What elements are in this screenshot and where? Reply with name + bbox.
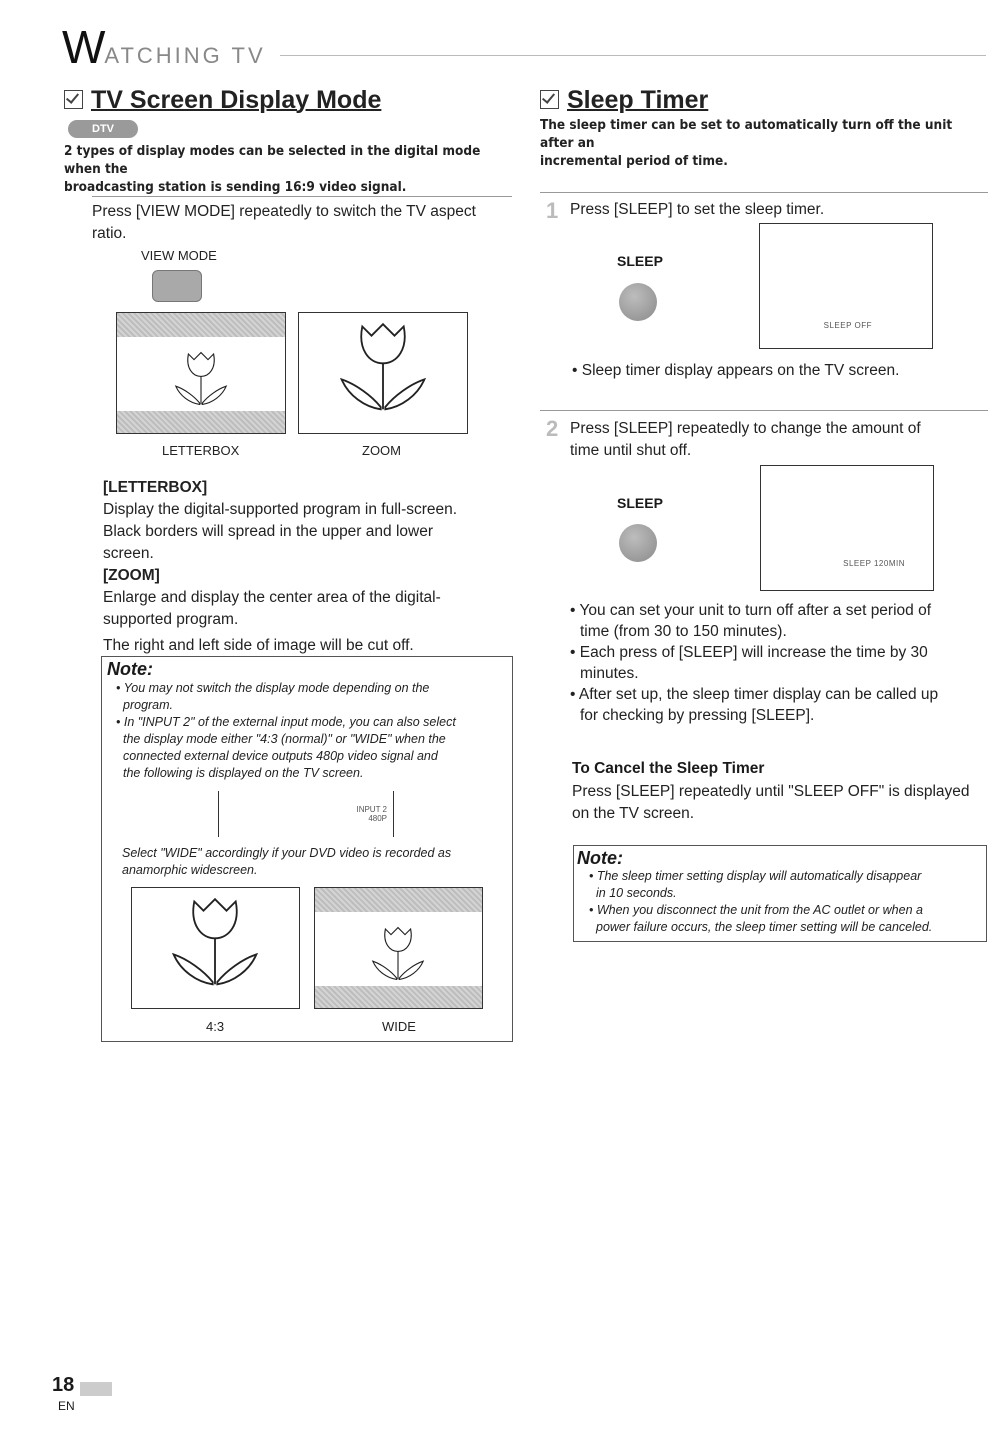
step-divider — [540, 410, 988, 411]
input2-osd — [356, 805, 387, 823]
sleep-label: SLEEP — [617, 495, 663, 511]
step2-line: Press [SLEEP] repeatedly to change the amount of — [570, 420, 921, 437]
tulip-icon — [315, 888, 482, 1008]
right-intro — [540, 116, 985, 170]
step2-text — [570, 418, 980, 462]
caption-43: 4:3 — [206, 1019, 225, 1034]
osd-line: INPUT 2 — [356, 805, 387, 814]
right-intro-line: incremental period of time. — [540, 153, 728, 169]
chapter-header — [62, 20, 266, 74]
sleep-label: SLEEP — [617, 253, 663, 269]
note-line: anamorphic widescreen. — [122, 863, 258, 877]
bullet-line: • After set up, the sleep timer display can be called up — [570, 686, 939, 703]
mode-descriptions — [103, 477, 513, 657]
left-step — [92, 201, 512, 245]
cancel-heading: To Cancel the Sleep Timer — [572, 760, 765, 777]
step1-text: Press [SLEEP] to set the sleep timer. — [570, 201, 825, 218]
checkbox-icon — [540, 90, 559, 109]
caption-letterbox: LETTERBOX — [162, 443, 240, 458]
left-rule — [92, 196, 512, 197]
step1-number: 1 — [546, 198, 559, 223]
note-heading: Note: — [577, 848, 623, 868]
note-line: program. — [123, 698, 174, 712]
sleep-button-icon — [619, 524, 657, 562]
note-items — [589, 868, 984, 936]
page-tab-marker — [80, 1382, 112, 1396]
language-label: EN — [58, 1399, 75, 1413]
dtv-badge: DTV — [68, 120, 138, 138]
letterbox-tv-image — [116, 312, 286, 434]
right-intro-line: The sleep timer can be set to automatically turn off the unit after an — [540, 117, 953, 151]
zoom-text: The right and left side of image will be cut off. — [103, 637, 414, 654]
bullet-line: minutes. — [580, 665, 639, 682]
note-line: the display mode either "4:3 (normal)" or "WIDE" when the — [123, 732, 446, 746]
cancel-line: Press [SLEEP] repeatedly until "SLEEP OFF" is displayed — [572, 783, 970, 800]
right-section-title — [540, 86, 708, 115]
step2-number: 2 — [546, 416, 559, 441]
step2-line: time until shut off. — [570, 442, 692, 459]
bullet-line: • You can set your unit to turn off after a set period of — [570, 602, 932, 619]
note-line: connected external device outputs 480p video signal and — [123, 749, 438, 763]
sleep-min-osd: SLEEP 120MIN — [843, 559, 905, 568]
view-mode-label: VIEW MODE — [141, 248, 217, 263]
caption-wide: WIDE — [382, 1019, 416, 1034]
note-items — [116, 680, 506, 782]
bullet-line: for checking by pressing [SLEEP]. — [580, 707, 815, 724]
letterbox-text: Display the digital-supported program in full-screen. — [103, 501, 458, 518]
view-mode-button-icon — [152, 270, 202, 302]
bullet-line: time (from 30 to 150 minutes). — [580, 623, 787, 640]
note-line: • You may not switch the display mode depending on the — [116, 681, 430, 695]
note-line: • The sleep timer setting display will automatically disappear — [589, 869, 922, 883]
chapter-header-initial: W — [62, 21, 105, 73]
tulip-icon — [117, 313, 285, 433]
left-step-line: ratio. — [92, 225, 127, 242]
note-line: power failure occurs, the sleep timer setting will be canceled. — [596, 920, 933, 934]
letterbox-text: screen. — [103, 545, 154, 562]
step2-bullets — [570, 600, 985, 726]
header-rule — [280, 55, 986, 56]
zoom-heading: [ZOOM] — [103, 567, 160, 584]
left-section-title — [64, 86, 381, 115]
checkbox-icon — [64, 90, 83, 109]
sleep-min-tv-screen — [760, 465, 934, 591]
step1-bullet: • Sleep timer display appears on the TV screen. — [572, 362, 900, 379]
tulip-icon — [132, 888, 299, 1008]
sleep-off-osd: SLEEP OFF — [823, 321, 872, 330]
zoom-tv-image — [298, 312, 468, 434]
bullet-line: • Each press of [SLEEP] will increase the time by 30 — [570, 644, 928, 661]
sleep-button-icon — [619, 283, 657, 321]
note-line: Select "WIDE" accordingly if your DVD video is recorded as — [122, 846, 452, 860]
note-heading: Note: — [107, 659, 153, 679]
caption-zoom: ZOOM — [362, 443, 401, 458]
right-section-title-text: Sleep Timer — [567, 86, 709, 114]
note-line: • In "INPUT 2" of the external input mode, you can also select — [116, 715, 456, 729]
left-note-box — [101, 656, 513, 1042]
note-line: the following is displayed on the TV screen. — [123, 766, 364, 780]
zoom-text: supported program. — [103, 611, 239, 628]
left-section-title-text: TV Screen Display Mode — [91, 86, 382, 114]
left-intro-line: 2 types of display modes can be selected in the digital mode when the — [64, 143, 481, 177]
left-intro — [64, 142, 514, 196]
wide-tv-image — [314, 887, 483, 1009]
normal-43-tv-image — [131, 887, 300, 1009]
chapter-header-text: ATCHING TV — [104, 43, 266, 68]
right-note-box — [573, 845, 987, 942]
note-line: • When you disconnect the unit from the AC outlet or when a — [589, 903, 923, 917]
note-line: in 10 seconds. — [596, 886, 677, 900]
left-step-line: Press [VIEW MODE] repeatedly to switch the TV aspect — [92, 203, 476, 220]
cancel-text — [572, 781, 987, 825]
input2-osd-screen — [218, 791, 394, 837]
tulip-icon — [299, 313, 467, 433]
select-wide-text — [122, 845, 507, 879]
left-intro-line: broadcasting station is sending 16:9 video signal. — [64, 179, 407, 195]
page-number: 18 — [52, 1374, 75, 1396]
right-rule — [540, 192, 988, 193]
sleep-off-tv-screen — [759, 223, 933, 349]
letterbox-heading: [LETTERBOX] — [103, 479, 208, 496]
zoom-text: Enlarge and display the center area of the digital- — [103, 589, 441, 606]
letterbox-text: Black borders will spread in the upper and lower — [103, 523, 433, 540]
osd-line: 480P — [368, 814, 387, 823]
cancel-line: on the TV screen. — [572, 805, 695, 822]
